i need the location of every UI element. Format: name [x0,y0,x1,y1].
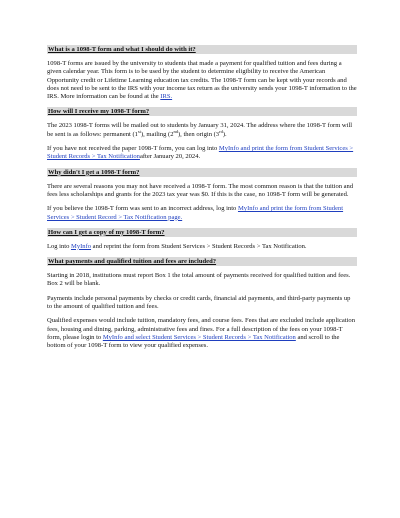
superscript: rd [219,128,223,134]
myinfo-tax-notification-link[interactable]: MyInfo and print the form from Student Services > Student Records > Tax Notification [47,145,354,161]
section-heading-why-not: Why didn't I get a 1098-T form? [47,168,357,177]
paragraph-reasons: There are several reasons you may not have received a 1098-T form. The most common reason is that the tuition and fees less scholarships and grants for the 2023 tax year was $0. If this is the case, no 1098-T form will be generated. [47,182,354,198]
paragraph-text: If you have not received the paper 1098-T form, you can log into [47,145,218,153]
section-heading-what-is-1098t: What is a 1098-T form and what I should do with it? [47,45,357,54]
superscript: st [137,128,141,134]
paragraph-reprint [47,243,357,251]
paragraph-incorrect-address [47,205,357,222]
paragraph-print-online [47,145,357,162]
paragraph-payments-include: Payments include personal payments by checks or credit cards, financial aid payments, and third-party payments up to the amount of qualified tuition and fees. [47,294,351,311]
paragraph-text: after January 20, 2024. [139,153,201,161]
paragraph-text: ). [222,130,227,138]
superscript: nd [173,128,178,134]
paragraph-text: Log into [47,242,70,250]
paragraph-text: ), then origin (3 [177,130,220,138]
paragraph-text: and reprint the form from Student Services > Student Records > Tax Notification. [92,242,307,250]
myinfo-link[interactable]: MyInfo [71,242,92,250]
paragraph-text: and scroll to the bottom of your 1098-T form to view your qualified expenses. [47,333,340,350]
myinfo-tax-notification-page-link[interactable]: MyInfo and print the form from Student Services > Student Record > Tax Notification page. [47,205,344,221]
paragraph-text: Qualified expenses would include tuition, mandatory fees, and course fees. Fees that are excluded include application fees, housing and dining, parking, administrative fees and fines. For a full description of the fees on your 1098-T form, please login to [47,317,355,341]
paragraph-what-is-1098t [47,60,357,101]
paragraph-box1: Starting in 2018, institutions must report Box 1 the total amount of payments received for qualified tuition and fees. Box 2 will be blank. [47,272,351,288]
section-heading-payments-included: What payments and qualified tuition and fees are included? [47,257,357,266]
section-heading-how-receive: How will I receive my 1098-T form? [47,107,357,116]
paragraph-mailing-info [47,122,357,139]
paragraph-text: If you believe the 1098-T form was sent to an incorrect address, log into [47,205,237,213]
paragraph-qualified-expenses [47,317,357,350]
paragraph-text: ), mailing (2 [140,130,174,138]
section-heading-get-copy: How can I get a copy of my 1098-T form? [47,228,357,237]
irs-link[interactable]: IRS. [160,93,173,101]
paragraph-text: The 2023 1098-T forms will be mailed out to students by January 31, 2024. The address where the 1098-T form will be sent is as follows: permanent (1 [47,122,353,138]
paragraph-text: 1098-T forms are issued by the university to students that made a payment for qualified tuition and fees during a given calendar year. This form is to be used by the student to determine eligibility to receive the American Opportunity credit or Lifetime Learning education tax credits. The 1098-T form can be kept with your records and does not need to be sent to the IRS with your income tax return as the university sends your 1098-T information to the IRS. More information can be found at the [47,60,357,101]
faq-content [47,45,357,357]
myinfo-select-tax-notification-link[interactable]: MyInfo and select Student Services > Student Records > Tax Notification [102,333,296,341]
